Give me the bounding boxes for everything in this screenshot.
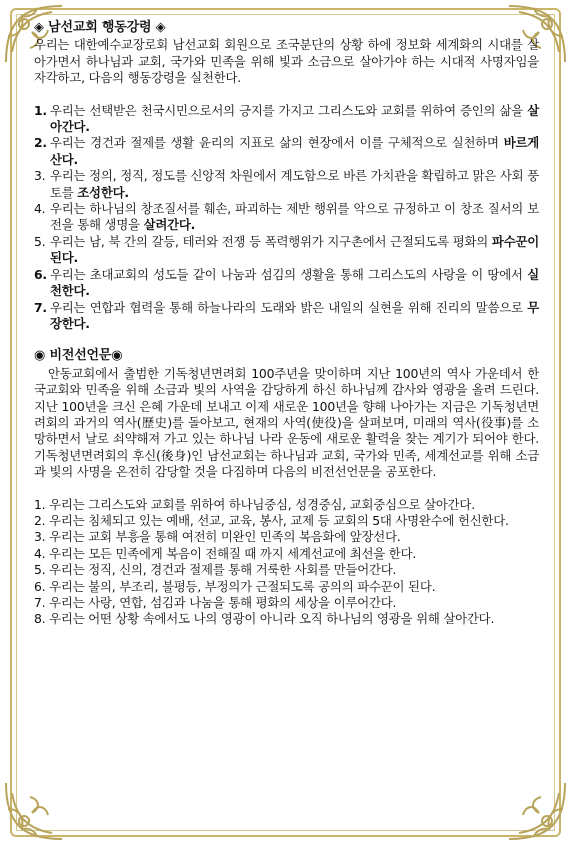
- list-item: 2. 우리는 경건과 절제를 생활 윤리의 지표로 삶의 현장에서 이를 구체적으로 실천하며 바르게 산다.: [34, 135, 539, 167]
- list-item: 3. 우리는 교회 부흥을 통해 여전히 미완인 민족의 복음화에 앞장선다.: [34, 529, 401, 545]
- list-item: 4. 우리는 모든 민족에게 복음이 전해질 때 까지 세계선교에 최선을 한다.: [34, 545, 417, 561]
- diamond-bullet-icon: ◈: [155, 20, 166, 35]
- list-item: 7. 우리는 연합과 협력을 통해 하늘나라의 도래와 밝은 내일의 실현을 위해 진리의 말씀으로 무장한다.: [34, 299, 539, 331]
- list-item: 8. 우리는 어떤 상황 속에서도 나의 영광이 아니라 오직 하나님의 영광을 위해 살아간다.: [34, 611, 495, 627]
- list-item: 6. 우리는 초대교회의 성도들 같이 나눔과 섬김의 생활을 통해 그리스도의 사랑을 이 땅에서 실천한다.: [34, 266, 539, 299]
- list-item: 3. 우리는 정의, 정직, 정도를 신앙적 차원에서 계도함으로 바른 가치관을 확립하고 맑은 사회 풍토를 조성한다.: [34, 168, 539, 200]
- list-item: 4. 우리는 하나님의 창조질서를 훼손, 파괴하는 제반 행위를 악으로 규정하고 이 창조 질서의 보전을 통해 생명을 살려간다.: [34, 201, 539, 233]
- list-item: 1. 우리는 그리스도와 교회를 위하여 하나님중심, 성경중심, 교회중심으로 살아간다.: [34, 496, 475, 512]
- list-item: 2. 우리는 침체되고 있는 예배, 선교, 교육, 봉사, 교제 등 교회의 5대 사명완수에 헌신한다.: [34, 512, 509, 528]
- vision-statement-intro: 안동교회에서 출범한 기독청년면려회 100주년을 맞이하며 지난 100년의 역사 가운데서 한국교회와 민족을 위해 소금과 빛의 사역을 감당하게 하신 하나님께 감사와 영광을 올려 드린다. 지난 100년을 크신 은혜 가운데 보내고 이제 새로운 100년을 향해 나아가는 지금은 기독청년면려회의 과거의 역사(歷史)를 돌아보고, 현재의 사역(使役)을 살펴보며, 미래의 역사(役事)를 소망하면서 날로 쇠약해져 가고 있는 하나님 나라 운동에 새로운 활력을 찾는 계기가 되어야 한다. 기독청년면려회의 후신(後身)인 남선교회는 하나님과 교회, 국가와 민족, 세계선교를 위해 소금과 빛의 사명을 온전히 감당할 것을 다짐하며 다음의 비전선언문을 공포한다.: [34, 365, 539, 480]
- diamond-bullet-icon: ◈: [34, 20, 44, 35]
- action-guidelines-intro: 우리는 대한예수교장로회 남선교회 회원으로 조국분단의 상황 하에 정보화 세계화의 시대를 살아가면서 하나님과 교회, 국가와 민족을 위해 빛과 소금으로 살아가야 하는 시대적 사명자임을 자각하고, 다음의 행동강령을 실천한다.: [34, 37, 539, 86]
- action-guidelines-list: [34, 103, 539, 333]
- list-item: 6. 우리는 불의, 부조리, 불평등, 부정의가 근절되도록 공의의 파수꾼이 된다.: [34, 578, 436, 594]
- list-item: 5. 우리는 남, 북 간의 갈등, 테러와 전쟁 등 폭력행위가 지구촌에서 근절되도록 평화의 파수꾼이 된다.: [34, 233, 539, 266]
- list-item: 1. 우리는 선택받은 천국시민으로서의 긍지를 가지고 그리스도와 교회를 위하여 증인의 삶을 살아간다.: [34, 102, 539, 135]
- list-item: 5. 우리는 정직, 신의, 경건과 절제를 통해 거룩한 사회를 만들어간다.: [34, 562, 397, 578]
- corner-ornament-bottom-right: [499, 773, 569, 843]
- heading-text: 남선교회 행동강령: [48, 20, 152, 35]
- circle-bullet-icon: ◉: [111, 348, 123, 364]
- document-content: [34, 20, 539, 628]
- circle-bullet-icon: ◉: [34, 348, 46, 364]
- heading-text: 비전선언문: [49, 348, 112, 364]
- list-item: 7. 우리는 사랑, 연합, 섬김과 나눔을 통해 평화의 세상을 이루어간다.: [34, 595, 397, 610]
- section-heading-action-guidelines: [34, 20, 539, 36]
- vision-statement-list: [34, 497, 539, 628]
- corner-ornament-bottom-left: [2, 773, 72, 843]
- section-heading-vision-statement: [34, 348, 539, 364]
